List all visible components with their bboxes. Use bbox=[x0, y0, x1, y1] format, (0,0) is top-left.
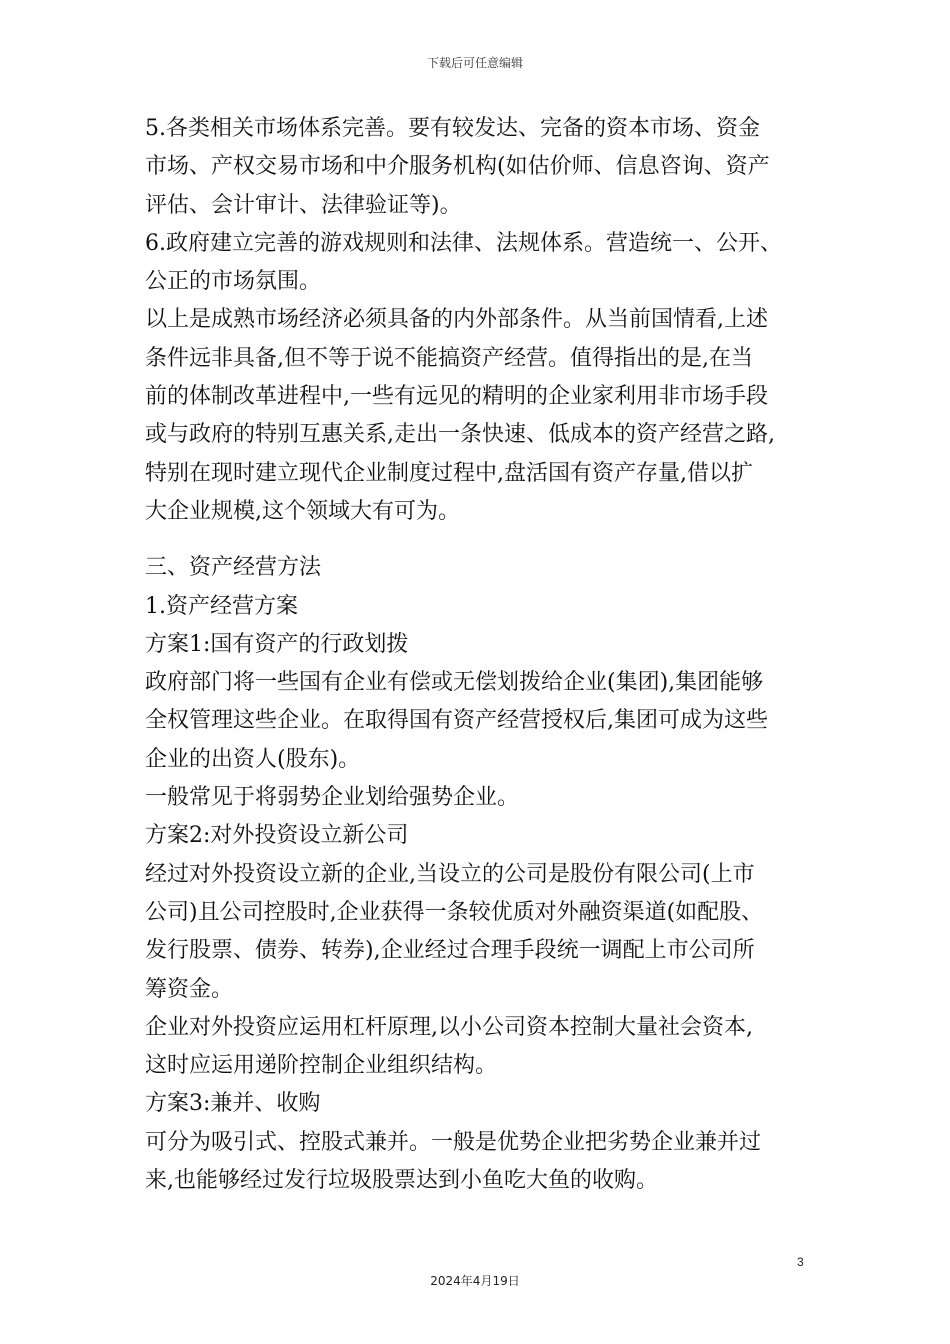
paragraph-gap bbox=[145, 531, 817, 549]
text-line: 筹资金。 bbox=[145, 976, 234, 1002]
text-line: 全权管理这些企业。在取得国有资产经营授权后,集团可成为这些 bbox=[145, 708, 768, 734]
text-line: 政府部门将一些国有企业有偿或无偿划拨给企业(集团),集团能够 bbox=[145, 670, 764, 696]
page-footer-date: 2024年4月19日 bbox=[430, 1274, 520, 1288]
text-line: 评估、会计审计、法律验证等)。 bbox=[145, 192, 462, 218]
text-line: 一般常见于将弱势企业划给强势企业。 bbox=[145, 785, 520, 811]
text-line: 发行股票、债券、转券),企业经过合理手段统一调配上市公司所 bbox=[145, 938, 755, 964]
plan-heading: 方案3:兼并、收购 bbox=[145, 1091, 321, 1117]
subsection-heading: 1.资产经营方案 bbox=[145, 593, 298, 619]
text-line: 企业的出资人(股东)。 bbox=[145, 746, 361, 772]
text-line: 市场、产权交易市场和中介服务机构(如估价师、信息咨询、资产 bbox=[145, 154, 770, 180]
section-heading: 三、资产经营方法 bbox=[145, 555, 322, 581]
text-line: 5.各类相关市场体系完善。要有较发达、完备的资本市场、资金 bbox=[145, 116, 760, 141]
page-number: 3 bbox=[797, 1255, 804, 1269]
text-line: 条件远非具备,但不等于说不能搞资产经营。值得指出的是,在当 bbox=[145, 345, 753, 371]
page-header: 下载后可任意编辑 bbox=[426, 56, 523, 70]
text-line: 经过对外投资设立新的企业,当设立的公司是股份有限公司(上市 bbox=[145, 861, 755, 887]
text-line: 前的体制改革进程中,一些有远见的精明的企业家利用非市场手段 bbox=[145, 384, 768, 410]
text-line: 这时应运用递阶控制企业组织结构。 bbox=[145, 1053, 498, 1079]
plan-heading: 方案2:对外投资设立新公司 bbox=[145, 823, 409, 849]
text-line: 大企业规模,这个领域大有可为。 bbox=[145, 498, 460, 524]
text-line: 或与政府的特别互惠关系,走出一条快速、低成本的资产经营之路, bbox=[145, 422, 775, 448]
text-line: 公正的市场氛围。 bbox=[145, 269, 322, 295]
plan-heading: 方案1:国有资产的行政划拨 bbox=[145, 631, 409, 657]
text-line: 特别在现时建立现代企业制度过程中,盘活国有资产存量,借以扩 bbox=[145, 460, 753, 486]
text-line: 6.政府建立完善的游戏规则和法律、法规体系。营造统一、公开、 bbox=[145, 230, 782, 256]
text-line: 企业对外投资应运用杠杆原理,以小公司资本控制大量社会资本, bbox=[145, 1014, 753, 1040]
text-line: 来,也能够经过发行垃圾股票达到小鱼吃大鱼的收购。 bbox=[145, 1168, 658, 1194]
text-line: 可分为吸引式、控股式兼并。一般是优势企业把劣势企业兼并过 bbox=[145, 1129, 762, 1155]
document-body bbox=[145, 110, 817, 1200]
text-line: 以上是成熟市场经济必须具备的内外部条件。从当前国情看,上述 bbox=[145, 307, 768, 333]
text-line: 公司)且公司控股时,企业获得一条较优质对外融资渠道(如配股、 bbox=[145, 899, 764, 925]
